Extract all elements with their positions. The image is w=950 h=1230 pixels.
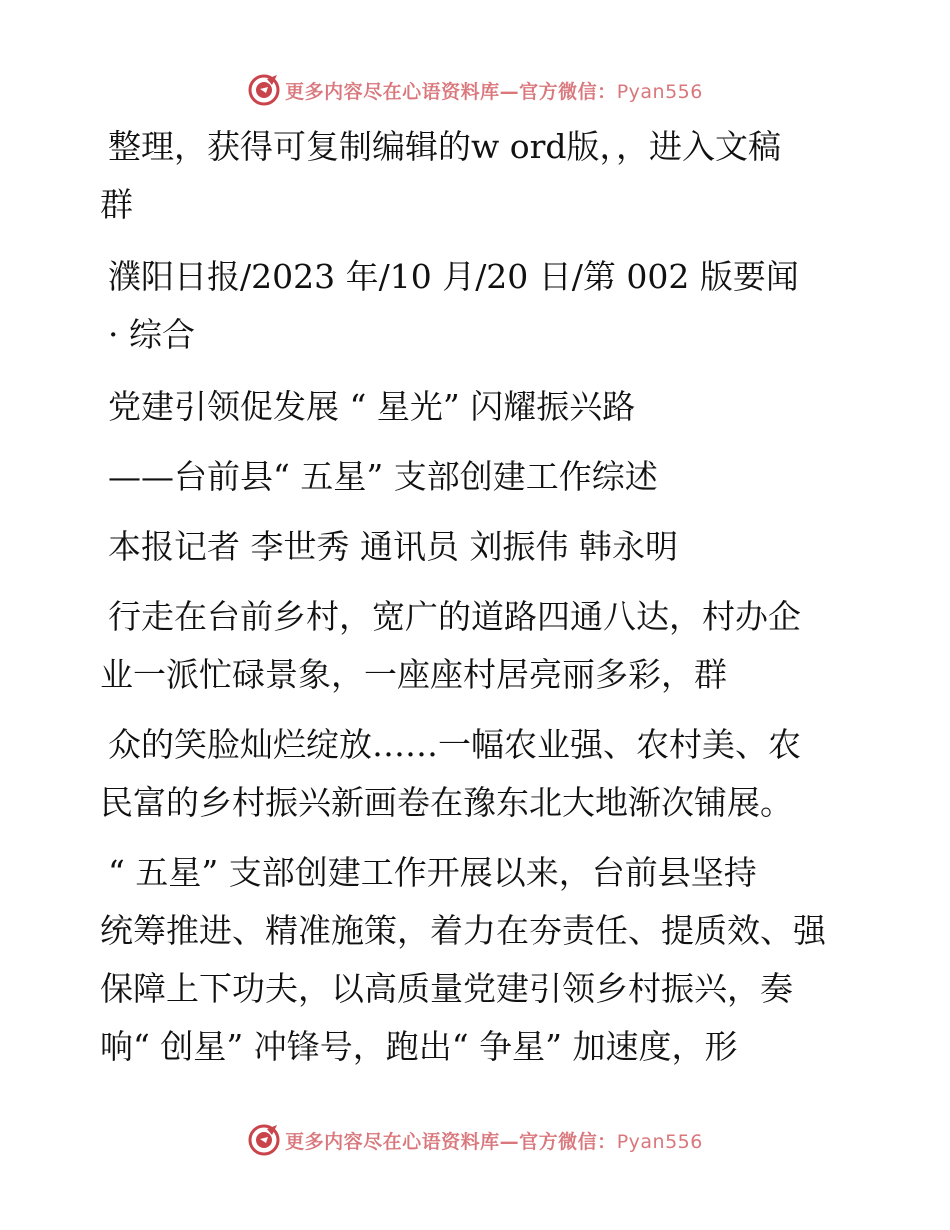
- pen-seal-icon: [247, 1123, 281, 1157]
- watermark-header: [0, 70, 950, 110]
- intro-text: 整理，获得可复制编辑的w ord版，，进入文稿: [108, 127, 782, 166]
- watermark-text: 更多内容尽在心语资料库—官方微信：Pyan556: [285, 80, 703, 103]
- byline: 本报记者 李世秀 通讯员 刘振伟 韩永明: [108, 527, 678, 566]
- pen-seal-icon: [247, 73, 281, 107]
- paragraph-3-line-4: 响“ 创星” 冲锋号，跑出“ 争星” 加速度，形: [100, 1027, 738, 1066]
- subheadline: ——台前县“ 五星” 支部创建工作综述: [108, 457, 658, 496]
- source-line-cont: · 综合: [108, 315, 195, 354]
- paragraph-1: 行走在台前乡村，宽广的道路四通八达，村办企: [108, 597, 801, 636]
- watermark-text: 更多内容尽在心语资料库—官方微信：Pyan556: [285, 1130, 703, 1153]
- paragraph-2: 众的笑脸灿烂绽放……一幅农业强、农村美、农: [108, 725, 801, 764]
- source-line: 濮阳日报/2023 年/10 月/20 日/第 002 版要闻: [108, 257, 799, 296]
- paragraph-3-line-3: 保障上下功夫，以高质量党建引领乡村振兴，奏: [100, 969, 793, 1008]
- paragraph-3: “ 五星” 支部创建工作开展以来，台前县坚持: [108, 853, 757, 892]
- intro-text-cont: 群: [100, 185, 133, 224]
- paragraph-3-line-2: 统筹推进、精准施策，着力在夯责任、提质效、强: [100, 911, 826, 950]
- document-body: [100, 118, 860, 1076]
- paragraph-1-cont: 业一派忙碌景象，一座座村居亮丽多彩，群: [100, 655, 727, 694]
- headline: 党建引领促发展 “ 星光” 闪耀振兴路: [108, 387, 636, 426]
- watermark-footer: [0, 1120, 950, 1160]
- paragraph-2-cont: 民富的乡村振兴新画卷在豫东北大地渐次铺展。: [100, 783, 793, 822]
